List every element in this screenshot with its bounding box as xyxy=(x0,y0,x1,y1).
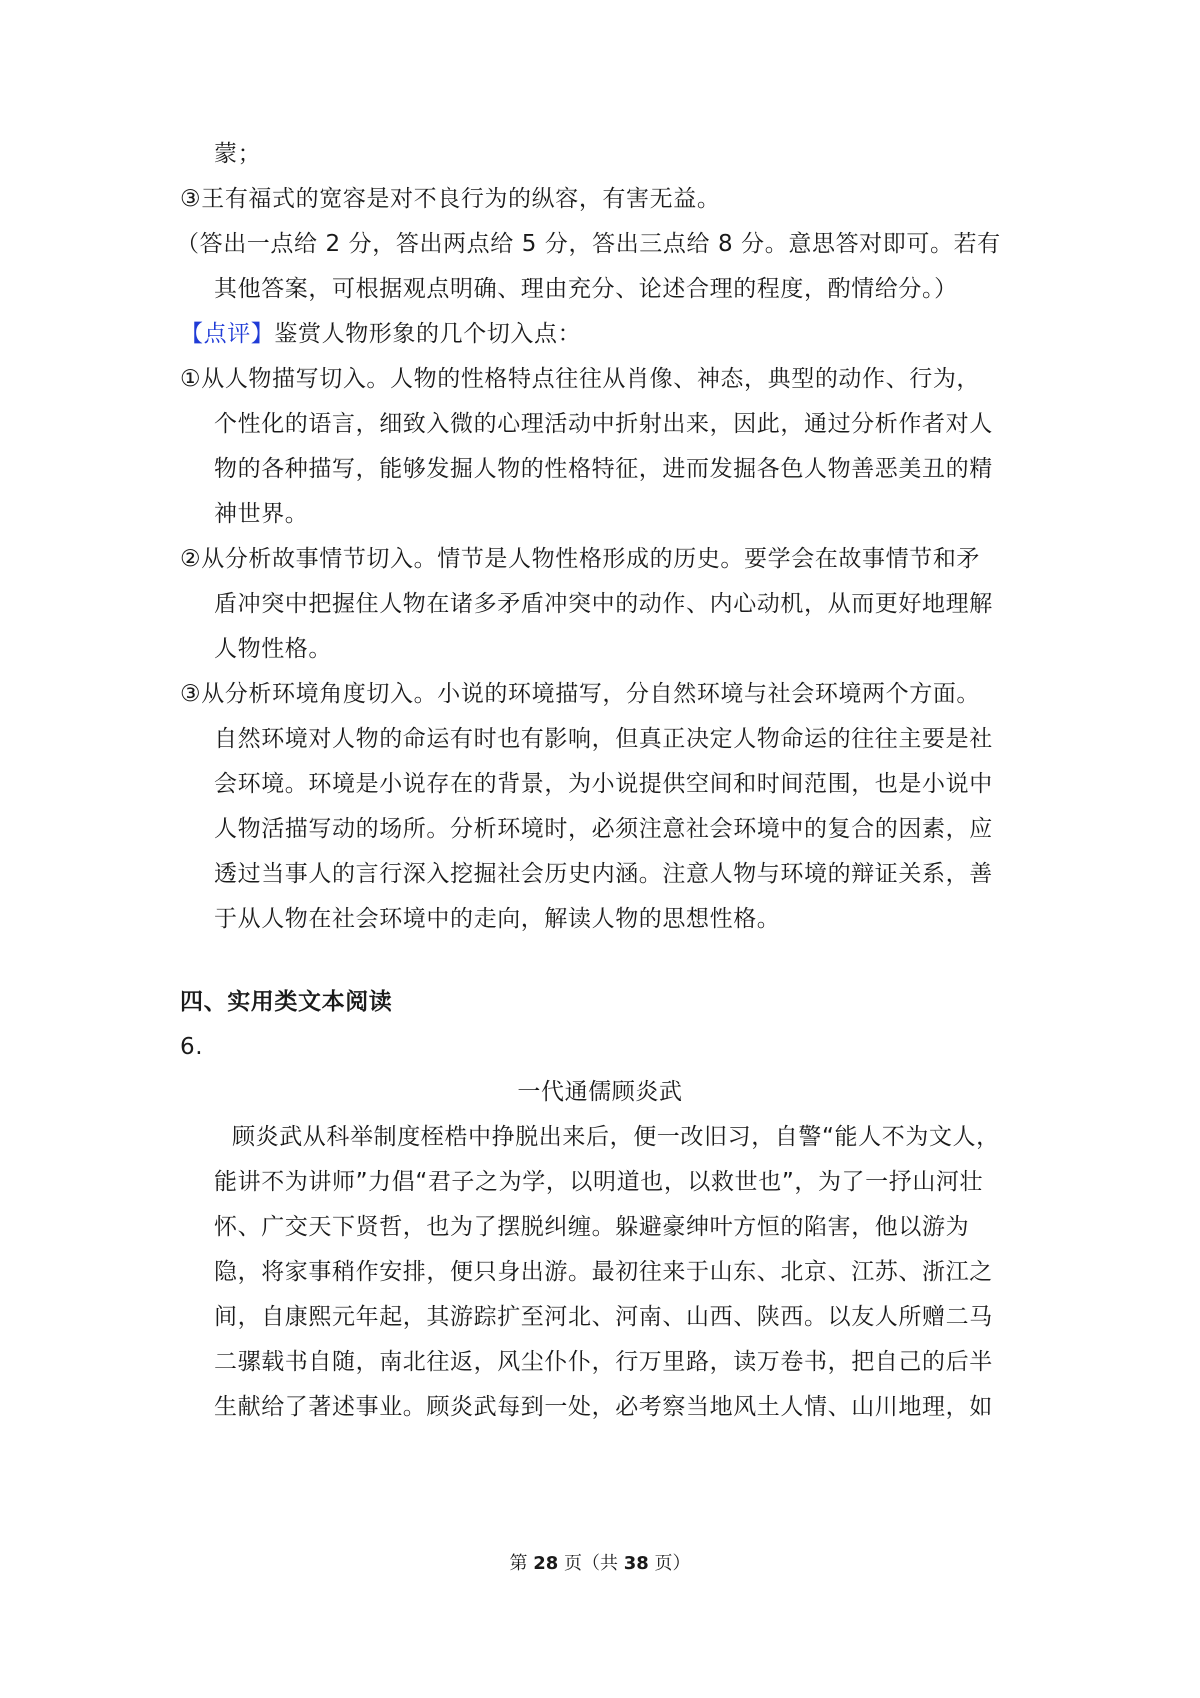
text-line: ③从分析环境角度切入。小说的环境描写，分自然环境与社会环境两个方面。 xyxy=(180,681,981,707)
article-line: 间，自康熙元年起，其游踪扩至河北、河南、山西、陕西。以友人所赠二马 xyxy=(214,1304,993,1330)
page-footer xyxy=(0,1552,1200,1576)
footer-total-pages: 38 xyxy=(623,1553,649,1574)
section-heading: 四、实用类文本阅读 xyxy=(180,989,393,1015)
text-line: 透过当事人的言行深入挖掘社会历史内涵。注意人物与环境的辩证关系，善 xyxy=(214,861,993,887)
text-line: 盾冲突中把握住人物在诸多矛盾冲突中的动作、内心动机，从而更好地理解 xyxy=(214,591,993,617)
text-line: 神世界。 xyxy=(214,501,309,527)
footer-prefix: 第 xyxy=(509,1553,534,1574)
text-line: 蒙； xyxy=(214,141,262,167)
text-line: 人物性格。 xyxy=(214,636,332,662)
footer-middle: 页（共 xyxy=(558,1553,624,1574)
text-line: 会环境。环境是小说存在的背景，为小说提供空间和时间范围，也是小说中 xyxy=(214,771,993,797)
article-line: 生献给了著述事业。顾炎武每到一处，必考察当地风土人情、山川地理，如 xyxy=(214,1394,993,1420)
article-line: 怀、广交天下贤哲，也为了摆脱纠缠。躲避豪绅叶方恒的陷害，他以游为 xyxy=(214,1214,970,1240)
footer-page-number: 28 xyxy=(533,1553,559,1574)
text-line: 于从人物在社会环境中的走向，解读人物的思想性格。 xyxy=(214,906,781,932)
text-line: 个性化的语言，细致入微的心理活动中折射出来，因此，通过分析作者对人 xyxy=(214,411,993,437)
article-line: 二骡载书自随，南北往返，风尘仆仆，行万里路，读万卷书，把自己的后半 xyxy=(214,1349,993,1375)
article-line: 隐，将家事稍作安排，便只身出游。最初往来于山东、北京、江苏、浙江之 xyxy=(214,1259,993,1285)
text-line: 自然环境对人物的命运有时也有影响，但真正决定人物命运的往往主要是社 xyxy=(214,726,993,752)
comment-text: 鉴赏人物形象的几个切入点： xyxy=(274,321,582,347)
comment-tag: 【点评】 xyxy=(180,321,275,347)
text-line: 其他答案，可根据观点明确、理由充分、论述合理的程度，酌情给分。） xyxy=(214,276,958,302)
text-line: 人物活描写动的场所。分析环境时，必须注意社会环境中的复合的因素，应 xyxy=(214,816,993,842)
text-line: 物的各种描写，能够发掘人物的性格特征，进而发掘各色人物善恶美丑的精 xyxy=(214,456,993,482)
comment-line xyxy=(180,318,581,350)
article-line: 顾炎武从科举制度桎梏中挣脱出来后，便一改旧习，自警“能人不为文人， xyxy=(232,1124,1000,1150)
text-line: ①从人物描写切入。人物的性格特点往往从肖像、神态，典型的动作、行为， xyxy=(180,366,981,392)
text-line: ③王有福式的宽容是对不良行为的纵容，有害无益。 xyxy=(180,186,721,212)
footer-suffix: 页） xyxy=(648,1553,691,1574)
text-line: ②从分析故事情节切入。情节是人物性格形成的历史。要学会在故事情节和矛 xyxy=(180,546,981,572)
article-title: 一代通儒顾炎武 xyxy=(517,1079,683,1105)
article-line: 能讲不为讲师”力倡“君子之为学，以明道也，以救世也”，为了一抒山河壮 xyxy=(214,1169,984,1195)
text-line: （答出一点给 2 分，答出两点给 5 分，答出三点给 8 分。意思答对即可。若有 xyxy=(176,231,1001,257)
question-number: 6. xyxy=(180,1034,204,1060)
